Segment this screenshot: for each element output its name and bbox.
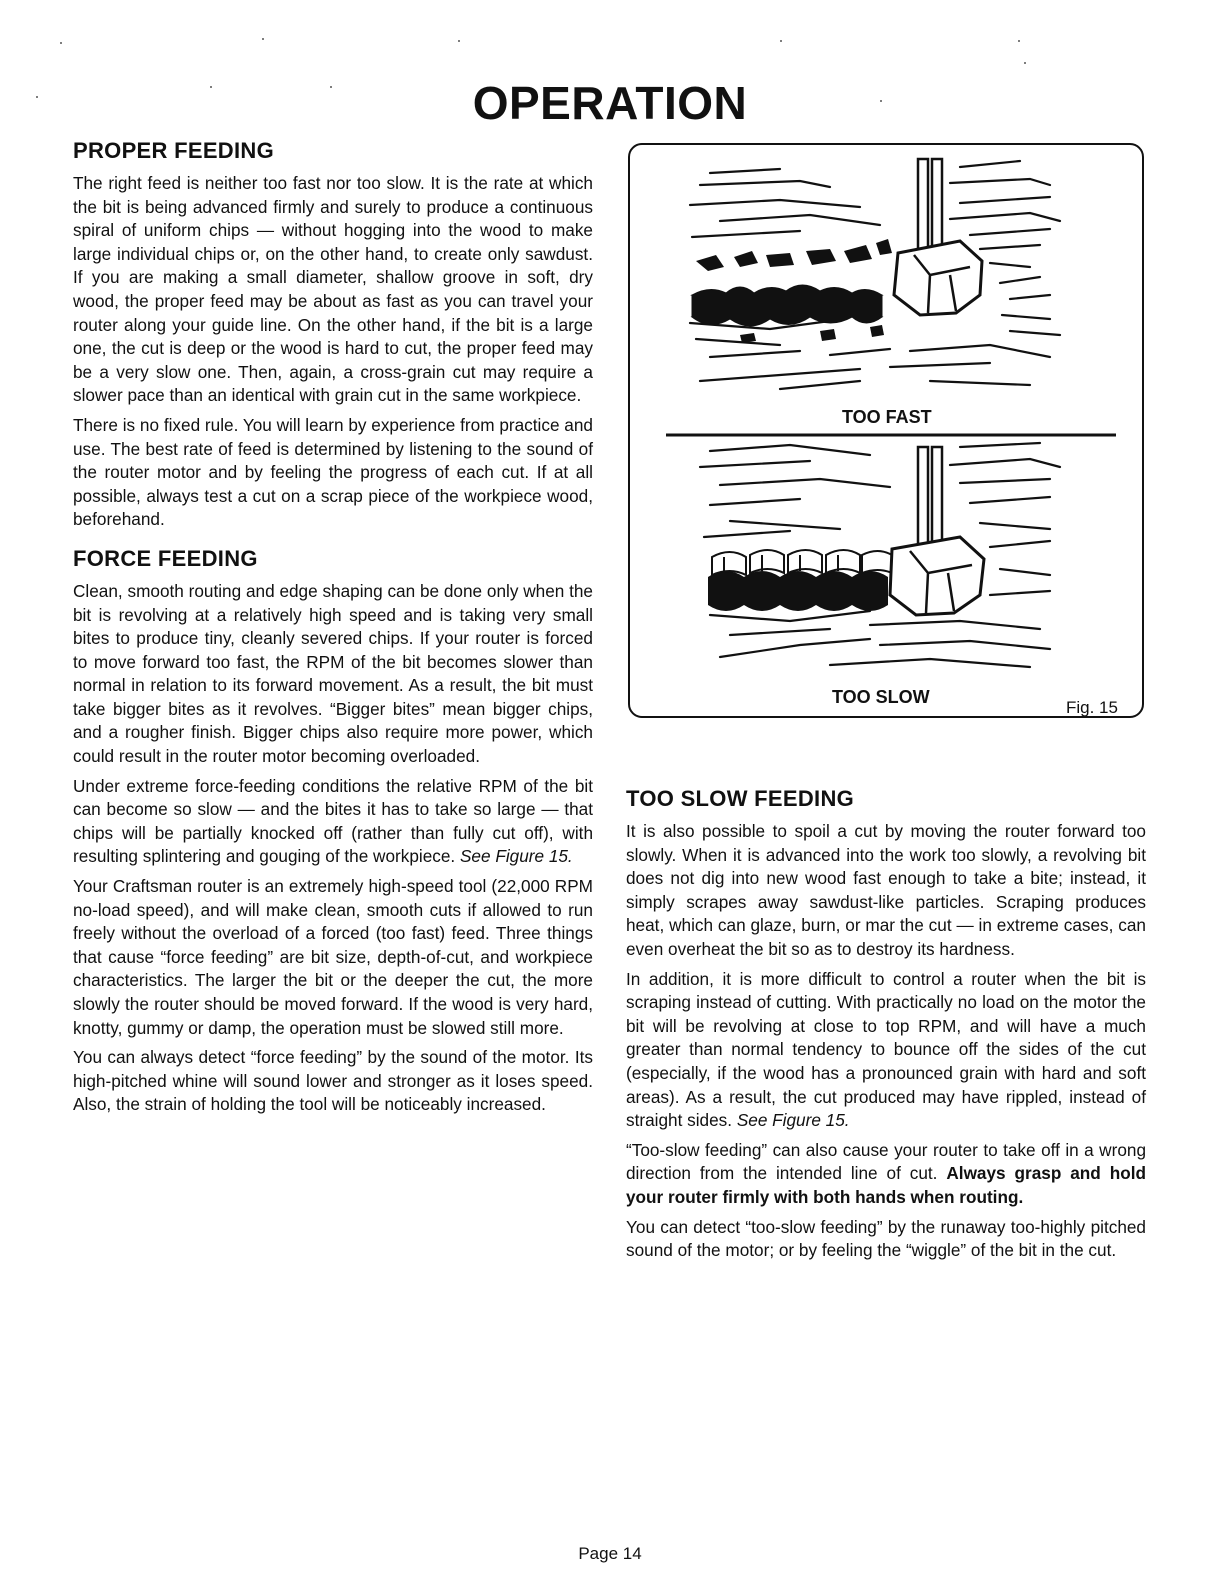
too-slow-feeding-paragraph-2-text: In addition, it is more difficult to control a router when the bit is scraping instead of cutting. With practically no load on the motor the bit will be revolving at close to top RPM, and will have a much greater than normal tendency to bounce off the sides of the cut (especially, if the wood has a pronounced grain with hard and soft areas). As a result, the cut produced may have rippled, instead of straight sides.	[626, 968, 1146, 1131]
proper-feeding-heading: PROPER FEEDING	[73, 138, 275, 163]
too-slow-feeding-paragraph-2	[626, 968, 1146, 1133]
figure-reference: See Figure 15.	[459, 846, 573, 867]
left-column	[73, 138, 593, 1123]
figure-reference: See Figure 15.	[736, 1110, 850, 1131]
proper-feeding-section	[73, 138, 593, 532]
force-feeding-paragraph-4: You can always detect “force feeding” by the sound of the motor. Its high-pitched whine will sound lower and stronger as it loses speed. Also, the strain of holding the tool will be noticeably increased.	[73, 1047, 593, 1115]
force-feeding-paragraph-3: Your Craftsman router is an extremely high-speed tool (22,000 RPM no-load speed), and will make clean, smooth cuts if allowed to run freely without the overload of a forced (too fast) feed. Three things that cause “force feeding” are bit size, depth-of-cut, and workpiece characteristics. The larger the bit or the deeper the cut, the more slowly the router should be moved forward. If the wood is very hard, knotty, gummy or damp, the operation must be slowed still more.	[73, 876, 593, 1038]
scan-speck	[262, 38, 264, 40]
too-fast-caption: TOO FAST	[842, 407, 932, 427]
page-number: Page 14	[578, 1544, 642, 1563]
proper-feeding-paragraph-1: The right feed is neither too fast nor too slow. It is the rate at which the bit is being advanced firmly and surely to produce a continuous spiral of uniform chips — without hogging into the wood to make large individual chips or, on the other hand, to create only sawdust. If you are making a small diameter, shallow groove in soft, dry wood, the proper feed may be about as fast as you can travel your router along your guide line. On the other hand, if the bit is a large one, the cut is deep or the wood is hard to cut, the proper feed may be a very slow one. Then, again, a cross-grain cut may require a slower pace than an identical with grain cut in the same workpiece.	[73, 173, 593, 406]
force-feeding-paragraph-1: Clean, smooth routing and edge shaping can be done only when the bit is revolving at a relatively high speed and is taking very small bites to produce tiny, cleanly severed chips. If your router is forced to move forward too fast, the RPM of the bit becomes slower than normal in relation to its forward movement. As a result, the bit must take bigger bites as it revolves. “Bigger bites” mean bigger chips, and a rougher finish. Bigger chips also require more power, which could result in the router motor becoming overloaded.	[73, 580, 593, 767]
force-feeding-section	[73, 546, 593, 1117]
too-slow-caption: TOO SLOW	[832, 687, 930, 707]
force-feeding-heading: FORCE FEEDING	[73, 545, 258, 571]
too-slow-feeding-paragraph-3-text: “Too-slow feeding” can also cause your router to take off in a wrong direction from the intended line of cut.	[626, 1139, 1146, 1184]
too-slow-illustration	[700, 443, 1060, 667]
figure-15	[628, 143, 1144, 718]
too-slow-feeding-paragraph-4: You can detect “too-slow feeding” by the runaway too-highly pitched sound of the motor; or by feeling the “wiggle” of the bit in the cut.	[626, 1216, 1146, 1261]
force-feeding-paragraph-2	[73, 775, 593, 869]
too-slow-feeding-heading: TOO SLOW FEEDING	[626, 786, 855, 811]
proper-feeding-paragraph-2: There is no fixed rule. You will learn by experience from practice and use. The best rate of feed is determined by listening to the sound of the router motor and by feeling the progress of each cut. If at all possible, always test a cut on a scrap piece of the workpiece wood, beforehand.	[73, 414, 593, 530]
safety-warning: Always grasp and hold your router firmly with both hands when routing.	[626, 1163, 1146, 1207]
router-bit-illustration	[630, 145, 1142, 716]
too-slow-feeding-section	[626, 786, 1146, 1263]
force-feeding-paragraph-2-text: Under extreme force-feeding conditions the relative RPM of the bit can become so slow — and the bites it has to take so large — that chips will be partially knocked off (rather than fully cut off), with resulting splintering and gouging of the workpiece.	[73, 775, 593, 867]
right-column	[626, 786, 1146, 1269]
scan-speck	[1018, 40, 1020, 42]
page-title: OPERATION	[472, 77, 748, 129]
too-slow-feeding-paragraph-1: It is also possible to spoil a cut by moving the router forward too slowly. When it is advanced into the work too slowly, a revolving bit does not dig into new wood fast enough to take a bite; instead, it simply scrapes away sawdust-like particles. Scraping produces heat, which can glaze, burn, or mar the cut — in extreme cases, can even overheat the bit so as to destroy its hardness.	[626, 821, 1146, 959]
too-fast-illustration	[666, 159, 1116, 435]
scan-speck	[60, 42, 62, 44]
figure-number: Fig. 15	[1066, 698, 1118, 717]
scan-speck	[458, 40, 460, 42]
scan-speck	[1024, 62, 1026, 64]
scan-speck	[780, 40, 782, 42]
too-slow-feeding-paragraph-3	[626, 1139, 1146, 1210]
